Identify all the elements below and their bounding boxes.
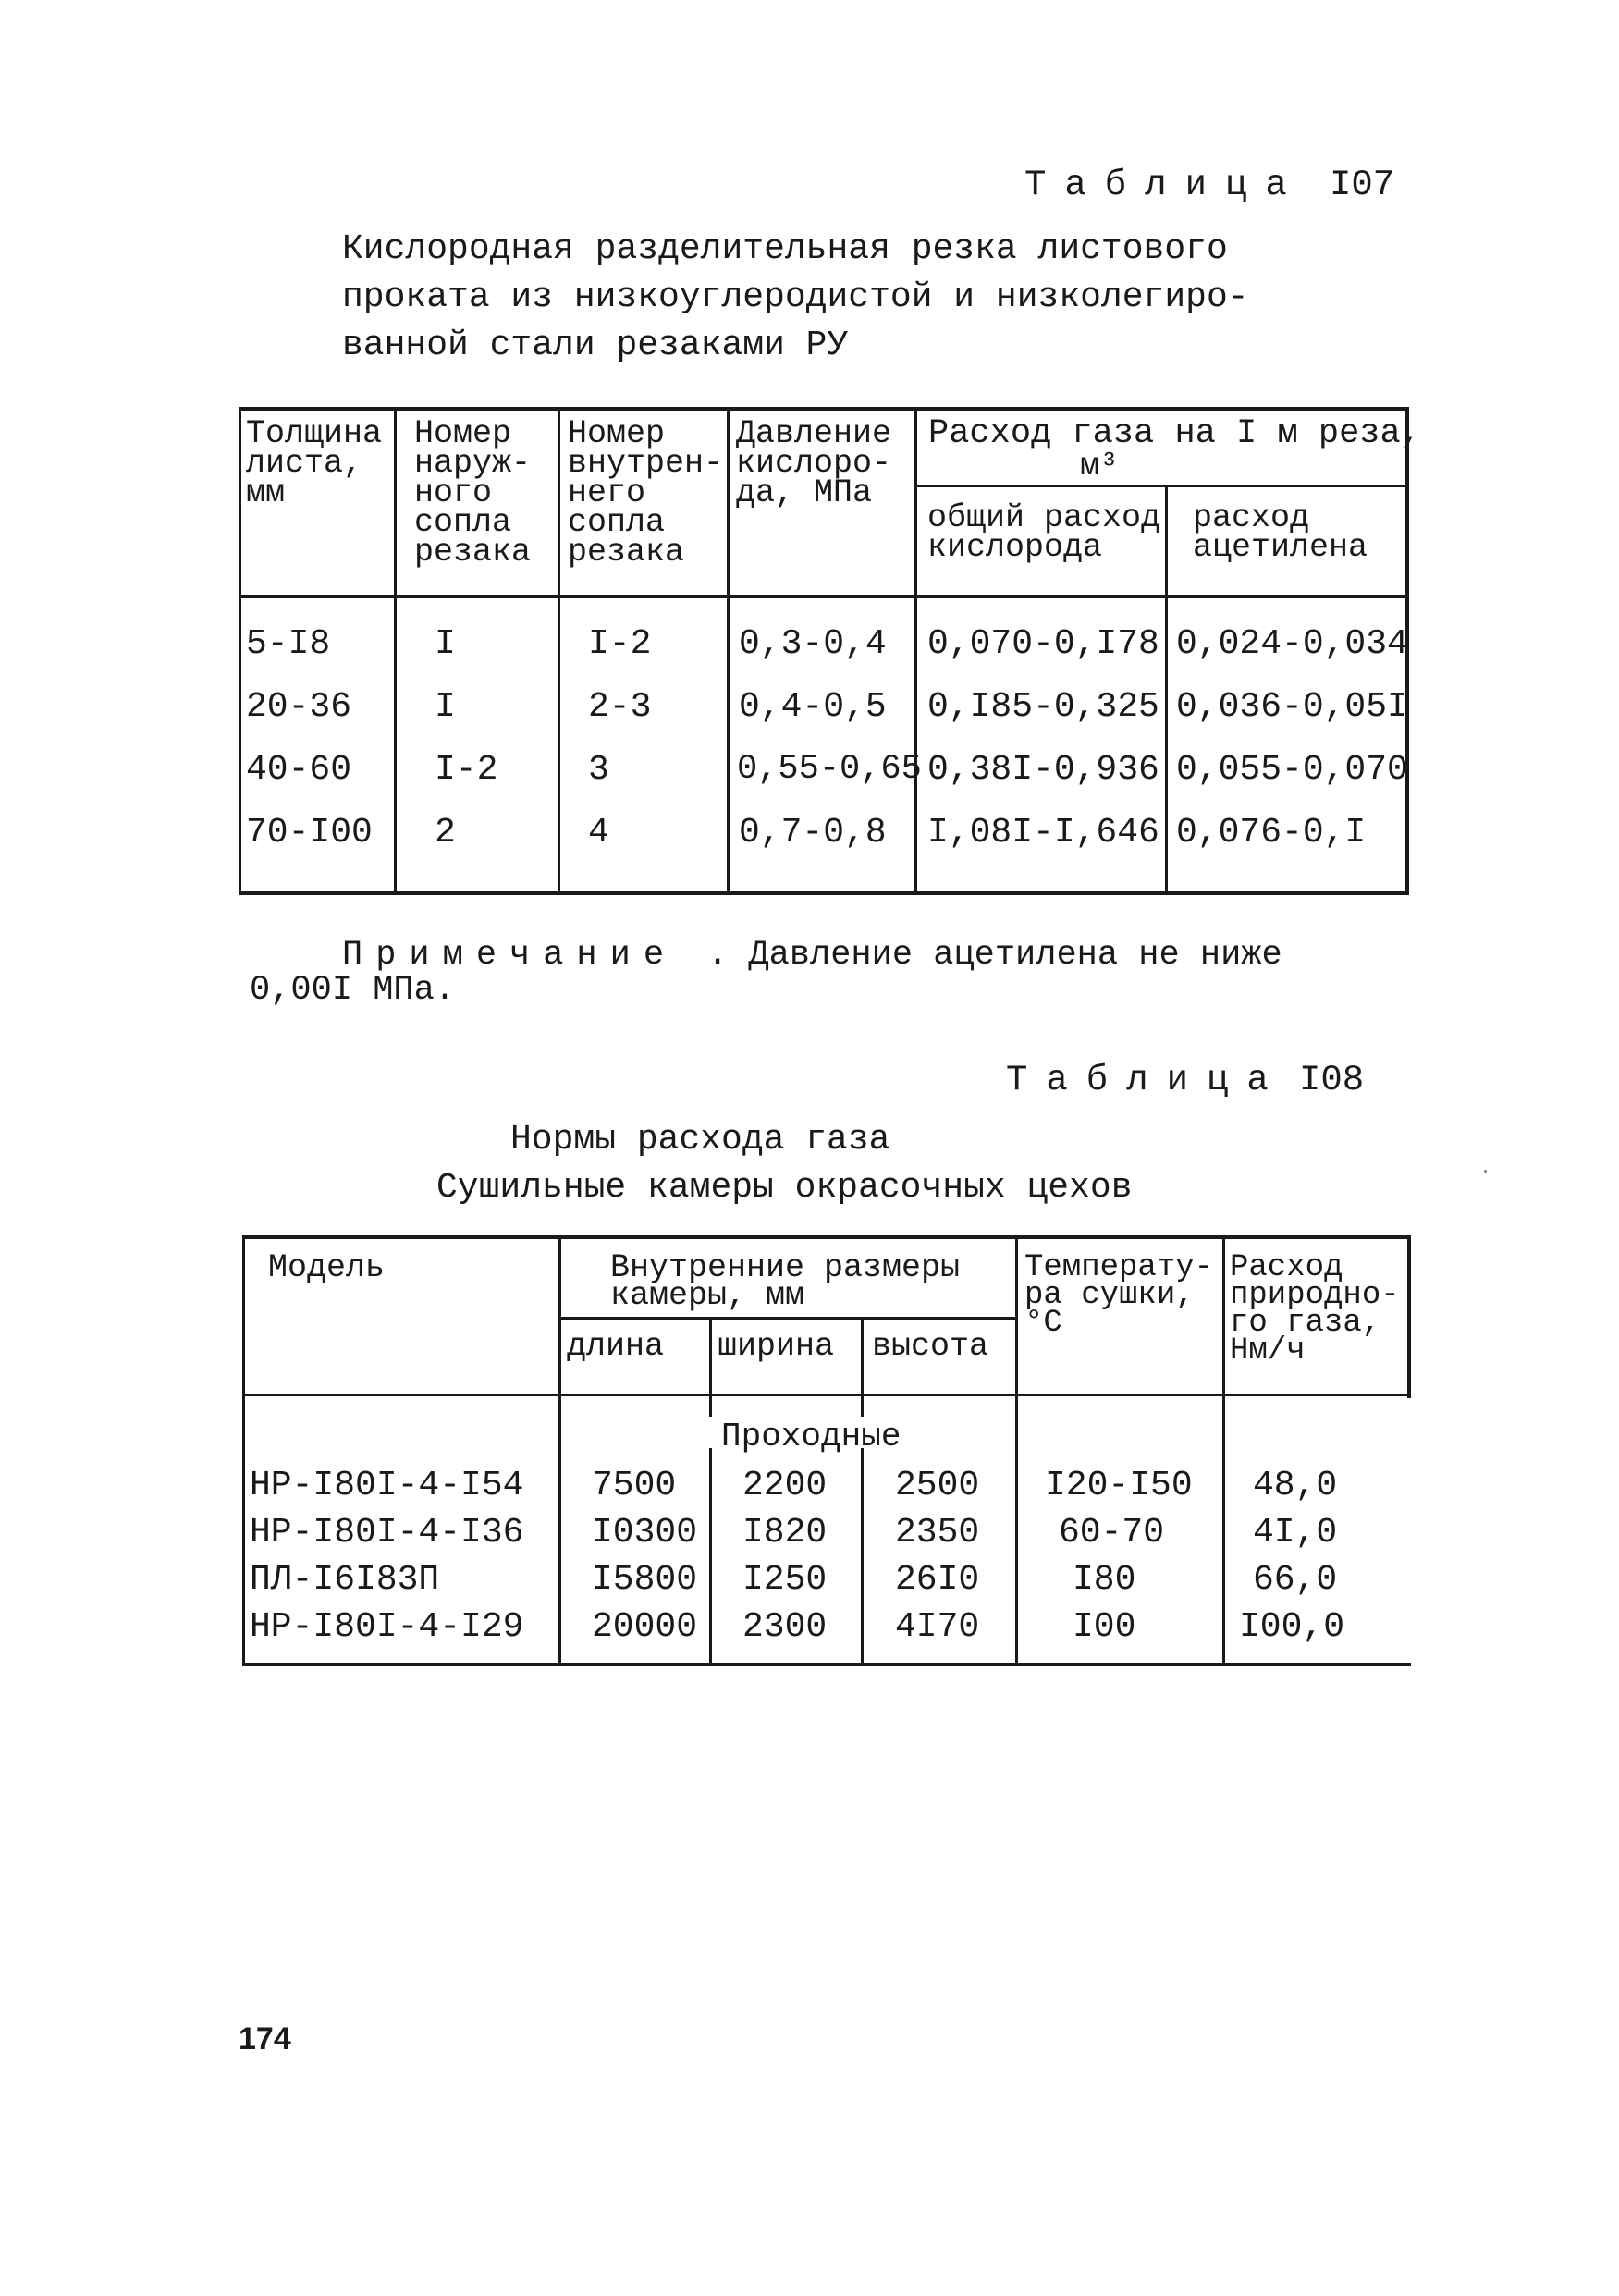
table108-header-dims: Внутренние размеры камеры, мм: [610, 1249, 961, 1314]
table107-title-line-3: ванной стали резаками РУ: [342, 325, 849, 365]
table107-header-bottom: [239, 595, 1409, 598]
table107-cell: 0,55-0,65: [737, 750, 922, 789]
scan-speck: [1484, 1170, 1487, 1173]
table108-bottom-border: [242, 1663, 1411, 1666]
table107-header-oxygen-pressure: Давление кислоро- да, МПа: [736, 415, 892, 511]
table107-cell: 70-I00: [246, 813, 373, 853]
table107-vline-3: [727, 407, 730, 895]
table107-cell: 0,7-0,8: [739, 813, 887, 853]
table107-cell: 0,3-0,4: [739, 624, 887, 664]
note-label: Примечание: [342, 936, 678, 975]
table108-label: Таблица: [1006, 1060, 1287, 1100]
table108-cell: 2300: [742, 1607, 828, 1647]
table108-vline-0: [242, 1235, 245, 1666]
table108-title-line-1: Нормы расхода газа: [510, 1120, 890, 1160]
table108-cell: I250: [742, 1560, 828, 1600]
table107-cell: 40-60: [246, 750, 352, 790]
table107-header-inner-nozzle: Номер внутрен- него сопла резака: [568, 415, 724, 571]
table108-top-border: [242, 1235, 1411, 1239]
table108-header-length: длина: [567, 1328, 665, 1365]
table107-cell: 0,036-0,05I: [1176, 687, 1408, 727]
table107-vline-2: [558, 407, 560, 895]
table108-title-line-2: Сушильные камеры окрасочных цехов: [436, 1168, 1133, 1208]
table107-title-line-1: Кислородная разделительная резка листового: [342, 229, 1228, 269]
table107-cell: 3: [588, 750, 609, 790]
table107-cell: 2: [435, 813, 456, 853]
table107-header-total-oxygen: общий расход кислорода: [927, 499, 1161, 566]
table108-cell: 2200: [742, 1466, 828, 1505]
table107-top-border: [239, 407, 1409, 411]
table107-vline-5: [1165, 486, 1168, 895]
table107-cell: 5-I8: [246, 624, 331, 664]
table108-header-bottom: [242, 1394, 1411, 1396]
table107-cell: 2-3: [588, 687, 652, 727]
table107-header-outer-nozzle: Номер наруж- ного сопла резака: [414, 415, 532, 571]
table107-cell: 0,38I-0,936: [927, 750, 1159, 790]
table107-number: I07: [1330, 165, 1395, 205]
table107-label: Таблица: [1024, 165, 1306, 205]
table108-header-width: ширина: [718, 1328, 835, 1365]
table108-cell: НР-I80I-4-I36: [250, 1513, 524, 1553]
table108-cell: ПЛ-I6I83П: [250, 1560, 440, 1600]
note-text: . Давление ацетилена не ниже: [707, 936, 1282, 975]
table107-header-gas-unit: м³: [1080, 448, 1120, 485]
table107-vline-4: [914, 407, 917, 895]
table108-vline-3: [861, 1319, 864, 1417]
table108-cell: I820: [742, 1513, 828, 1553]
table108-vline-5: [1222, 1235, 1225, 1666]
table108-header-temperature: Температу- ра сушки, °С: [1024, 1250, 1214, 1341]
table107-header-acetylene: расход ацетилена: [1193, 499, 1368, 566]
table107-header-thickness: Толщина листа, мм: [246, 415, 383, 511]
table108-cell: 26I0: [895, 1560, 980, 1600]
table108-cell: 20000: [592, 1607, 698, 1647]
table107-vline-0: [239, 407, 241, 895]
table108-cell: 48,0: [1253, 1466, 1338, 1505]
table107-vline-1: [394, 407, 397, 895]
table108-vline-2b: [709, 1448, 712, 1666]
table108-header-model: Модель: [268, 1249, 386, 1286]
table107-cell: 0,024-0,034: [1176, 624, 1408, 664]
table108-cell: 60-70: [1059, 1513, 1165, 1553]
table108-cell: 2350: [895, 1513, 980, 1553]
table107-cell: 4: [588, 813, 609, 853]
table107-cell: 20-36: [246, 687, 352, 727]
table108-number: I08: [1299, 1060, 1365, 1100]
table107-header-gas-consumption: Расход газа на I м реза,: [928, 414, 1421, 453]
table108-cell: I00,0: [1239, 1607, 1345, 1647]
table107-cell: 0,076-0,I: [1176, 813, 1367, 853]
table107-cell: 0,070-0,I78: [927, 624, 1159, 664]
table107-cell: 0,4-0,5: [739, 687, 887, 727]
table108-cell: НР-I80I-4-I54: [250, 1466, 524, 1505]
table108-cell: I00: [1073, 1607, 1136, 1647]
table108-cell: I80: [1073, 1560, 1136, 1600]
table107-cell: 0,055-0,070: [1176, 750, 1408, 790]
table107-title-line-2: проката из низкоуглеродистой и низколегиро-: [342, 277, 1249, 317]
table108-group-divider: [558, 1317, 1017, 1320]
table108-cell: 4I70: [895, 1607, 980, 1647]
table107-cell: I-2: [435, 750, 498, 790]
table107-cell: I-2: [588, 624, 652, 664]
note-text-2: 0,00I МПа.: [250, 971, 456, 1010]
table108-header-height: высота: [872, 1328, 989, 1365]
table108-cell: 2500: [895, 1466, 980, 1505]
table107-cell: I: [435, 624, 456, 664]
table107-group-divider: [914, 485, 1409, 487]
table108-cell: 4I,0: [1253, 1513, 1338, 1553]
table107-cell: I,08I-I,646: [927, 813, 1159, 853]
table108-vline-4: [1015, 1235, 1018, 1666]
table107-cell: 0,I85-0,325: [927, 687, 1159, 727]
table108-cell: 66,0: [1253, 1560, 1338, 1600]
table108-cell: I20-I50: [1045, 1466, 1193, 1505]
page-number: 174: [239, 2021, 291, 2057]
table107-bottom-border: [239, 891, 1409, 895]
table108-cell: I0300: [592, 1513, 698, 1553]
table108-cell: 7500: [592, 1466, 677, 1505]
table108-cell: I5800: [592, 1560, 698, 1600]
table108-vline-2: [709, 1319, 712, 1417]
table108-header-gas-consumption: Расход природно- го газа, Нм/ч: [1230, 1250, 1400, 1369]
table108-vline-6: [1407, 1235, 1411, 1398]
table108-vline-3b: [861, 1448, 864, 1666]
table108-cell: НР-I80I-4-I29: [250, 1607, 524, 1647]
table108-vline-1: [558, 1235, 561, 1666]
table108-section-label: Проходные: [721, 1418, 901, 1455]
table107-cell: I: [435, 687, 456, 727]
